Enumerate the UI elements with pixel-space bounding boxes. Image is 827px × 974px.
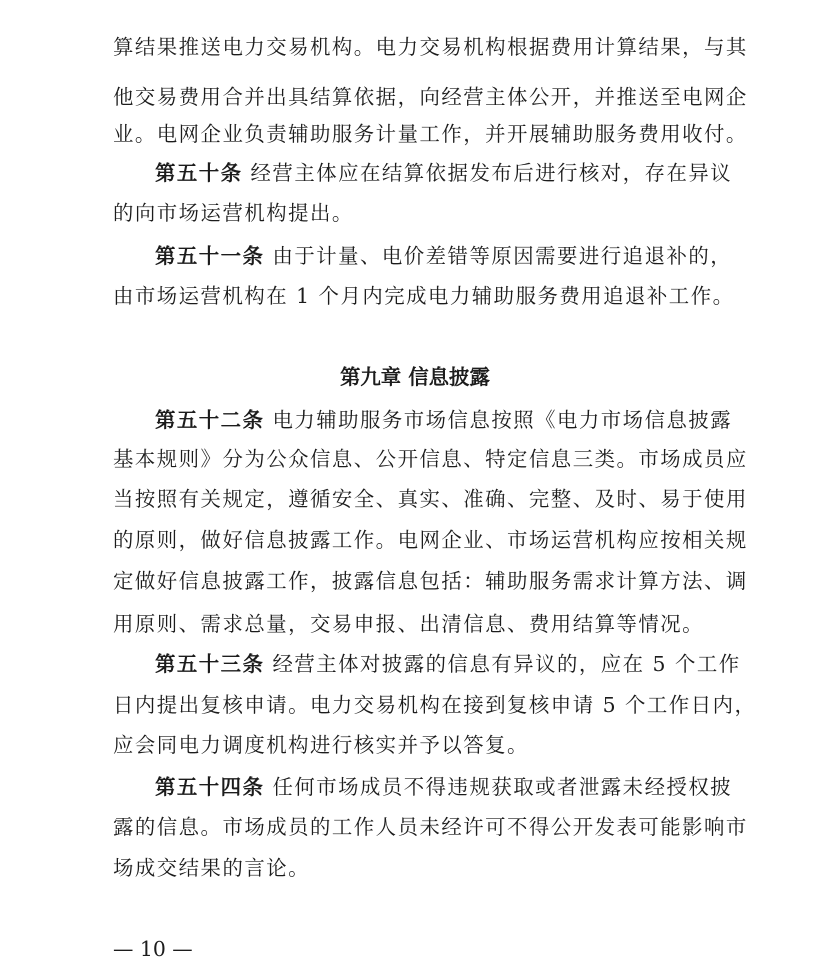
body-line: 场成交结果的言论。 (113, 856, 311, 880)
article-54-first-line (155, 772, 732, 802)
body-line: 他交易费用合并出具结算依据，向经营主体公开，并推送至电网企 (113, 85, 748, 109)
article-53-title: 第五十三条 (155, 652, 265, 676)
body-line: 算结果推送电力交易机构。电力交易机构根据费用计算结果，与其 (113, 35, 748, 59)
body-line: 用原则、需求总量，交易申报、出清信息、费用结算等情况。 (113, 612, 705, 636)
body-line: 的向市场运营机构提出。 (113, 201, 354, 225)
article-52-title: 第五十二条 (155, 408, 265, 432)
article-50-title: 第五十条 (155, 161, 243, 185)
article-50-first-line (155, 158, 732, 188)
article-50-text: 经营主体应在结算依据发布后进行核对，存在异议 (250, 161, 733, 185)
body-line: 应会同电力调度机构进行核实并予以答复。 (113, 733, 529, 757)
page-number: — 10 — (113, 937, 193, 961)
article-51-first-line (155, 241, 732, 271)
body-line: 定做好信息披露工作，披露信息包括：辅助服务需求计算方法、调 (113, 569, 748, 593)
article-54-title: 第五十四条 (155, 775, 265, 799)
article-51-title: 第五十一条 (155, 244, 265, 268)
article-54-text: 任何市场成员不得违规获取或者泄露未经授权披 (272, 775, 733, 799)
body-line: 业。电网企业负责辅助服务计量工作，并开展辅助服务费用收付。 (113, 122, 748, 146)
article-53-text: 经营主体对披露的信息有异议的，应在 5 个工作 (272, 652, 741, 676)
article-52-text: 电力辅助服务市场信息按照《电力市场信息披露 (272, 408, 733, 432)
article-51-text: 由于计量、电价差错等原因需要进行追退补的， (272, 244, 733, 268)
article-52-first-line (155, 405, 732, 435)
body-line: 由市场运营机构在 1 个月内完成电力辅助服务费用追退补工作。 (113, 284, 735, 308)
body-line: 的原则，做好信息披露工作。电网企业、市场运营机构应按相关规 (113, 528, 748, 552)
body-line: 日内提出复核申请。电力交易机构在接到复核申请 5 个工作日内， (113, 693, 757, 717)
article-53-first-line (155, 649, 741, 679)
body-line: 基本规则》分为公众信息、公开信息、特定信息三类。市场成员应 (113, 447, 748, 471)
chapter-title: 第九章 信息披露 (340, 365, 490, 389)
body-line: 露的信息。市场成员的工作人员未经许可不得公开发表可能影响市 (113, 815, 748, 839)
body-line: 当按照有关规定，遵循安全、真实、准确、完整、及时、易于使用 (113, 487, 748, 511)
